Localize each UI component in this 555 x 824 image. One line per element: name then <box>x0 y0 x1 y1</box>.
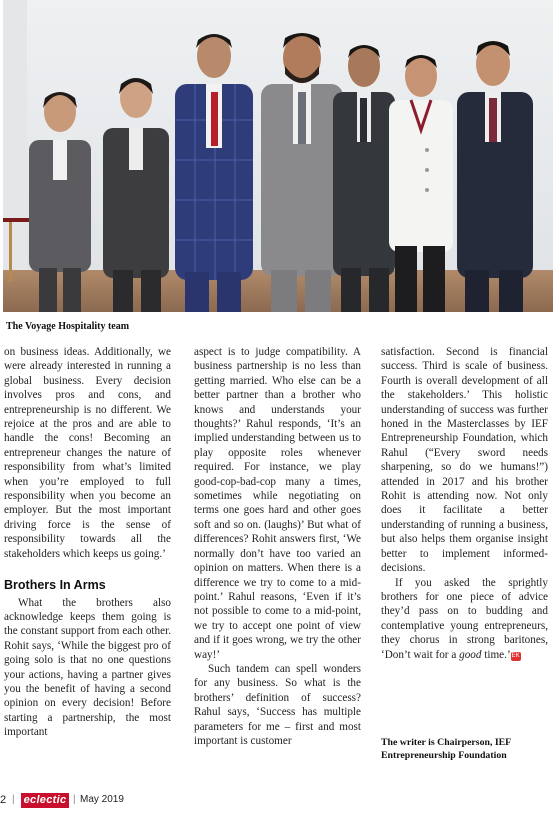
photo-caption: The Voyage Hospitality team <box>6 321 130 332</box>
end-mark-icon: EK <box>511 652 520 659</box>
team-photo <box>3 0 553 312</box>
subheading: Brothers In Arms <box>4 578 106 593</box>
article-paragraph: on business ideas. Additionally, we were already interested in running a global business. Every decision involves pros and cons, and entrepreneurship is no different. We rejoice at the pros and are able to handle the cons! Becoming an entrepreneur changes the nature of responsibility from what’s limited when you’re employed to full responsibility when you become an employer. But the most important driving force is the sense of responsibility towards all the stakeholders which keeps us going.’ <box>4 346 171 560</box>
article-closing-paragraph <box>381 576 548 662</box>
article-column-3 <box>381 345 548 662</box>
page-number: 2 <box>0 794 7 806</box>
article-paragraph: satisfaction. Second is financial success. Third is scale of business. Fourth is overall development of all the stakeholders.’ This holistic understanding of success was further honed in the Masterclasses by IEF Entrepreneurship Foundation, which Rahul (“Every sword needs sharpening, so do we humans!”) attended in 2017 and his brother Rohit is attending now. Not only does it facilitate a better understanding of running a business, but also helps them organise insight better to implement informed-decisions. <box>381 346 548 575</box>
closing-text-italic: good <box>459 648 482 661</box>
writer-note: The writer is Chairperson, IEF Entrepreneurship Foundation <box>381 737 511 761</box>
magazine-logo: eclectic <box>21 793 69 808</box>
issue-date: May 2019 <box>80 794 124 805</box>
article-column-2 <box>194 345 361 748</box>
team-photo-illustration <box>3 0 553 312</box>
footer-separator: | <box>12 794 15 805</box>
article-paragraph: What the brothers also acknowledge keeps them going is the constant support from each other. Rohit says, ‘While the biggest pro of going solo is that no one questions your actions, having a partner gives you the benefit of having a second opinion on every decision! Before starting a partnership, the most important <box>4 596 171 739</box>
article-paragraph: aspect is to judge compatibility. A business partnership is no less than getting married. Who else can be a better partner than a brother who knows and understands your thoughts?’ Rahul responds, ‘It’s an implied understanding between us to play opposite roles whenever required. For instance, we play good-cop-bad-cop many a times, sometimes while negotiating on terms one goes hard and other goes soft and so on. (laughs)’ But what of differences? Rohit answers first, ‘We normally don’t have too varied an opinion on matters. When there is a difference we try to come to a mid-point.’ Rahul reasons, ‘Even if it’s not possible to come to a mid-point, we try to accept one point of view and if it goes wrong, we try the other way!’ <box>194 346 361 661</box>
article-column-1 <box>4 345 171 740</box>
footer-separator: | <box>73 794 76 805</box>
closing-text-start: If you asked the sprightly brothers for one piece of advice they’d pass on to budding and contemplative young entrepreneurs, they chorus in strong baritones, ‘Don’t wait for a <box>381 576 548 661</box>
closing-text-end: time.’ <box>481 648 511 661</box>
article-paragraph: Such tandem can spell wonders for any business. So what is the brothers’ definition of success? Rahul says, ‘Success has multiple parameters for me – first and most important is customer <box>194 662 361 747</box>
